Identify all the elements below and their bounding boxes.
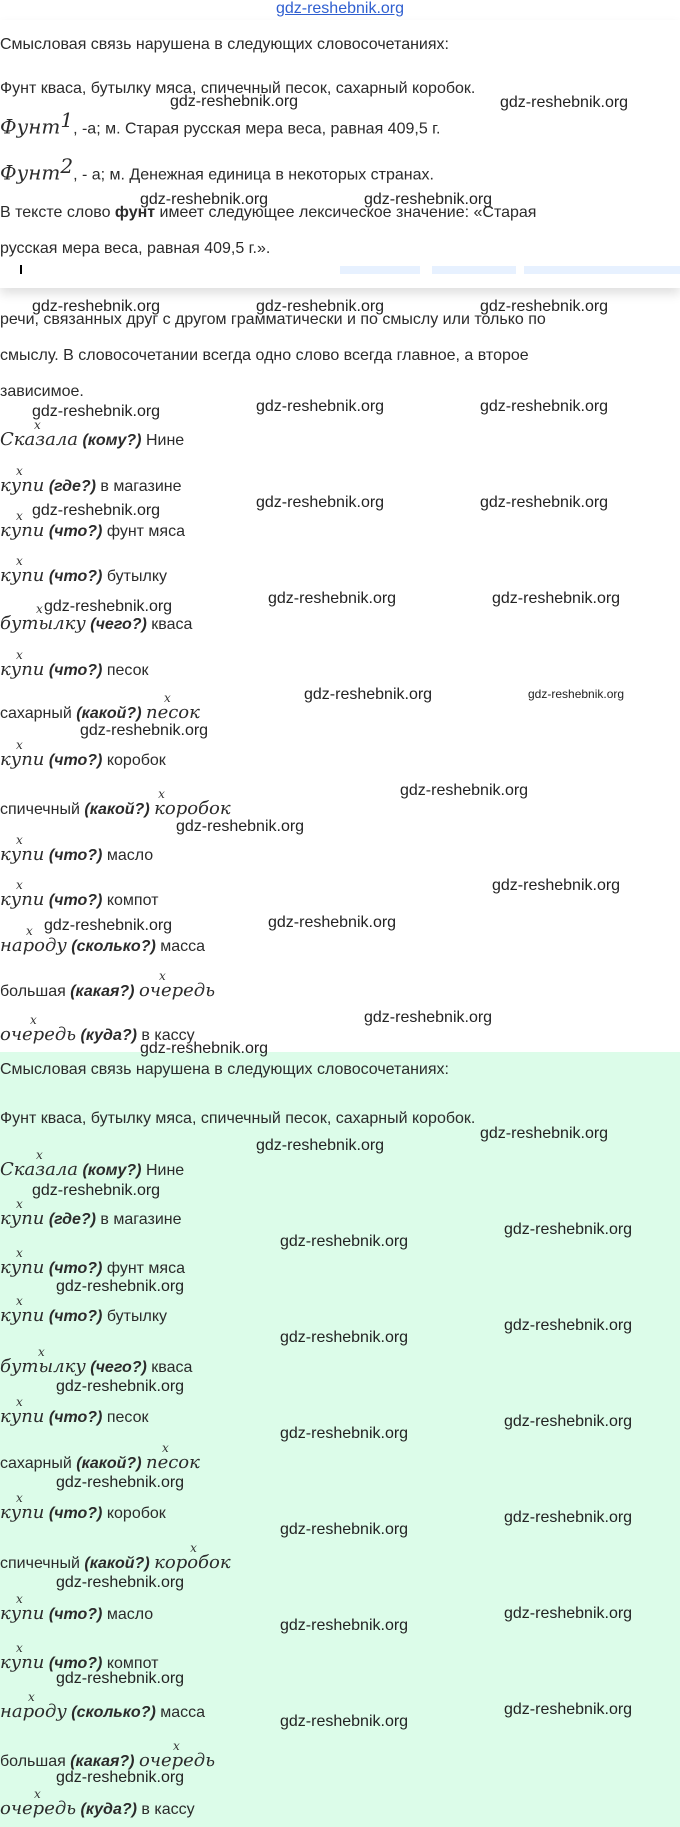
main-word-text: купи — [0, 659, 45, 680]
dependent-word: Нине — [141, 432, 185, 449]
watermark: gdz-reshebnik.org — [176, 818, 305, 835]
phrase-row — [0, 1441, 200, 1474]
phrase-row — [0, 1690, 206, 1723]
question: (что?) — [44, 1409, 103, 1426]
question: (что?) — [44, 662, 103, 679]
question: (где?) — [44, 478, 96, 495]
main-word-text: купи — [0, 1257, 45, 1278]
watermark: gdz-reshebnik.org — [56, 1378, 185, 1395]
question: (что?) — [44, 892, 103, 909]
main-word — [0, 1246, 45, 1278]
watermark: gdz-reshebnik.org — [280, 1617, 409, 1634]
dependent-word: кваса — [146, 616, 193, 633]
broken-phrases-line: Фунт кваса, бутылку мяса, спичечный песок, сахарный коробок. — [0, 80, 476, 97]
main-word-text: купи — [0, 1652, 45, 1673]
main-word — [138, 969, 216, 1001]
watermark: gdz-reshebnik.org — [56, 1769, 185, 1786]
dependent-word: спичечный — [0, 1555, 80, 1572]
main-word-text: очередь — [0, 1024, 77, 1045]
question: (сколько?) — [66, 938, 156, 955]
ghost-tab — [524, 266, 680, 274]
phrase-row — [0, 1246, 185, 1279]
x-mark: x — [34, 418, 41, 432]
watermark: gdz-reshebnik.org — [268, 914, 397, 931]
watermark: gdz-reshebnik.org — [56, 1474, 185, 1491]
dependent-word: в магазине — [95, 1211, 182, 1228]
main-word-text: купи — [0, 565, 45, 586]
dependent-word: коробок — [102, 752, 166, 769]
definition-text: , - а; м. Денежная единица в некоторых странах. — [73, 166, 434, 184]
main-word — [0, 418, 78, 450]
x-mark: x — [16, 1197, 23, 1211]
watermark: gdz-reshebnik.org — [44, 598, 173, 615]
phrase-row — [0, 787, 231, 820]
dependent-word: в кассу — [136, 1027, 195, 1044]
main-word — [0, 648, 45, 680]
x-mark: x — [158, 969, 166, 983]
dependent-word: масло — [102, 847, 154, 864]
watermark: gdz-reshebnik.org — [504, 1509, 633, 1526]
main-word — [0, 602, 86, 634]
main-word-text: бутылку — [0, 1356, 86, 1377]
dependent-word: спичечный — [0, 801, 80, 818]
main-word-text: песок — [145, 1452, 200, 1473]
main-word — [0, 509, 45, 541]
main-word-text: купи — [0, 1603, 45, 1624]
dependent-word: песок — [102, 662, 149, 679]
phrase-row — [0, 738, 166, 771]
paragraph-line: смыслу. В словосочетании всегда одно слово всегда главное, а второе — [0, 347, 529, 364]
watermark: gdz-reshebnik.org — [268, 590, 397, 607]
phrase-row — [0, 1294, 167, 1327]
question: (что?) — [44, 1655, 103, 1672]
dependent-word: масло — [102, 1606, 154, 1623]
paragraph-line: зависимое. — [0, 383, 84, 400]
x-mark: x — [30, 1013, 37, 1027]
x-mark: x — [16, 1395, 23, 1409]
watermark: gdz-reshebnik.org — [504, 1413, 633, 1430]
watermark: gdz-reshebnik.org — [256, 1137, 385, 1154]
watermark: gdz-reshebnik.org — [504, 1605, 633, 1622]
watermark: gdz-reshebnik.org — [480, 494, 609, 511]
question: (что?) — [44, 1308, 103, 1325]
x-mark: x — [34, 1787, 41, 1801]
dependent-word: фунт мяса — [102, 523, 185, 540]
broken-phrases-line: Фунт кваса, бутылку мяса, спичечный песок, сахарный коробок. — [0, 1110, 476, 1127]
watermark: gdz-reshebnik.org — [480, 398, 609, 415]
definition-sup: 2 — [60, 154, 74, 178]
main-word-text: очередь — [0, 1798, 77, 1819]
main-word-text: очередь — [138, 980, 216, 1001]
x-mark: x — [16, 738, 23, 752]
dependent-word: фунт мяса — [102, 1260, 185, 1277]
main-word-text: Сказала — [0, 429, 78, 450]
main-word — [0, 878, 45, 910]
dependent-word: масса — [155, 938, 206, 955]
watermark: gdz-reshebnik.org — [280, 1521, 409, 1538]
question: (где?) — [44, 1211, 96, 1228]
dependent-word: компот — [102, 1655, 159, 1672]
main-word-text: бутылку — [0, 613, 86, 634]
main-word — [0, 738, 45, 770]
phrase-row — [0, 1491, 166, 1524]
definition-2 — [0, 156, 434, 185]
question: (что?) — [44, 847, 103, 864]
watermark: gdz-reshebnik.org — [56, 1670, 185, 1687]
question: (что?) — [44, 752, 103, 769]
definition-sup: 1 — [60, 108, 74, 132]
main-word — [154, 1541, 231, 1573]
x-mark: x — [16, 833, 23, 847]
main-word — [0, 1592, 45, 1624]
intro-line: Смысловая связь нарушена в следующих словосочетаниях: — [0, 36, 449, 53]
dependent-word: кваса — [146, 1359, 193, 1376]
watermark: gdz-reshebnik.org — [364, 191, 493, 208]
dependent-word: компот — [102, 892, 159, 909]
main-word-text: купи — [0, 1208, 45, 1229]
main-word-text: купи — [0, 844, 45, 865]
main-word — [0, 1787, 77, 1819]
main-word — [0, 1148, 78, 1180]
watermark: gdz-reshebnik.org — [256, 298, 385, 315]
question: (какой?) — [71, 1455, 146, 1472]
phrase-row — [0, 464, 182, 497]
phrase-row — [0, 1395, 149, 1428]
main-word — [0, 1197, 45, 1229]
watermark: gdz-reshebnik.org — [32, 298, 161, 315]
lexical-a: В тексте слово — [0, 204, 115, 221]
phrase-row — [0, 691, 200, 724]
x-mark: x — [38, 1345, 45, 1359]
dependent-word: сахарный — [0, 705, 72, 722]
watermark: gdz-reshebnik.org — [44, 917, 173, 934]
main-word-text: купи — [0, 520, 45, 541]
watermark: gdz-reshebnik.org — [504, 1701, 633, 1718]
question: (чего?) — [85, 1359, 147, 1376]
main-word-text: купи — [0, 1305, 45, 1326]
phrase-row — [0, 878, 159, 911]
watermark: gdz-reshebnik.org — [400, 782, 529, 799]
lexical-c: имеет следующее лексическое значение: «Старая — [155, 204, 537, 221]
phrase-row — [0, 1345, 193, 1378]
main-word — [0, 1395, 45, 1427]
phrase-row — [0, 554, 167, 587]
main-word — [0, 833, 45, 865]
phrase-row — [0, 1592, 154, 1625]
main-word — [154, 787, 231, 819]
dependent-word: большая — [0, 1753, 66, 1770]
x-mark: x — [16, 1294, 23, 1308]
watermark: gdz-reshebnik.org — [504, 1317, 633, 1334]
main-word — [138, 1739, 216, 1771]
x-mark: x — [16, 464, 23, 478]
dependent-word: песок — [102, 1409, 149, 1426]
dependent-word: масса — [155, 1704, 206, 1721]
main-word — [0, 1294, 45, 1326]
lexical-word: фунт — [114, 204, 156, 221]
main-word-text: народу — [0, 935, 67, 956]
site-link[interactable]: gdz-reshebnik.org — [275, 0, 405, 17]
watermark: gdz-reshebnik.org — [256, 398, 385, 415]
question: (какой?) — [79, 1555, 155, 1572]
question: (кому?) — [78, 432, 142, 449]
definition-word: Фунт — [0, 160, 61, 185]
phrase-row — [0, 418, 185, 451]
question: (сколько?) — [66, 1704, 156, 1721]
x-mark: x — [172, 1739, 180, 1753]
dependent-word: бутылку — [102, 1308, 167, 1325]
question: (какая?) — [65, 983, 139, 1000]
main-word-text: Сказала — [0, 1159, 78, 1180]
x-mark: x — [16, 554, 23, 568]
question: (куда?) — [76, 1801, 137, 1818]
x-mark: x — [16, 1592, 23, 1606]
watermark: gdz-reshebnik.org — [504, 1221, 633, 1238]
watermark: gdz-reshebnik.org — [364, 1009, 493, 1026]
main-word-text: коробок — [154, 1552, 231, 1573]
paragraph-line: речи, связанных друг с другом грамматически и по смыслу или только по — [0, 311, 546, 328]
text-cursor — [20, 265, 22, 274]
main-word — [0, 924, 67, 956]
watermark: gdz-reshebnik.org — [492, 590, 621, 607]
x-mark: x — [163, 691, 171, 705]
x-mark: x — [161, 1441, 169, 1455]
main-word — [0, 1690, 67, 1722]
x-mark: x — [36, 602, 43, 616]
question: (что?) — [44, 1606, 103, 1623]
x-mark: x — [16, 1246, 23, 1260]
phrase-row — [0, 1197, 182, 1230]
main-word-text: песок — [145, 702, 200, 723]
watermark: gdz-reshebnik.org — [32, 502, 161, 519]
dependent-word: Нине — [141, 1162, 185, 1179]
main-word — [145, 1441, 200, 1473]
question: (что?) — [44, 568, 103, 585]
x-mark: x — [158, 787, 165, 801]
watermark: gdz-reshebnik.org — [140, 1040, 269, 1057]
x-mark: x — [16, 1491, 23, 1505]
ghost-tab — [340, 266, 420, 274]
dependent-word: в магазине — [95, 478, 182, 495]
phrase-row — [0, 648, 149, 681]
watermark: gdz-reshebnik.org — [56, 1278, 185, 1295]
x-mark: x — [16, 878, 23, 892]
main-word-text: купи — [0, 1406, 45, 1427]
question: (кому?) — [78, 1162, 142, 1179]
question: (какая?) — [65, 1753, 139, 1770]
watermark: gdz-reshebnik.org — [80, 722, 209, 739]
main-word — [0, 464, 45, 496]
main-word-text: очередь — [138, 1750, 216, 1771]
question: (куда?) — [76, 1027, 137, 1044]
question: (что?) — [44, 1505, 103, 1522]
main-word-text: народу — [0, 1701, 67, 1722]
watermark: gdz-reshebnik.org — [280, 1425, 409, 1442]
watermark: gdz-reshebnik.org — [170, 93, 299, 110]
x-mark: x — [16, 509, 23, 523]
lexical-meaning-cont: русская мера веса, равная 409,5 г.». — [0, 240, 271, 257]
watermark: gdz-reshebnik.org — [56, 1574, 185, 1591]
x-mark: x — [28, 1690, 35, 1704]
dependent-word: бутылку — [102, 568, 167, 585]
question: (чего?) — [85, 616, 147, 633]
watermark: gdz-reshebnik.org — [280, 1233, 409, 1250]
dependent-word: в кассу — [136, 1801, 195, 1818]
question: (какой?) — [71, 705, 146, 722]
x-mark: x — [16, 648, 23, 662]
main-word-text: купи — [0, 749, 45, 770]
definition-word: Фунт — [0, 114, 61, 139]
x-mark: x — [16, 1641, 23, 1655]
main-word — [0, 1345, 86, 1377]
phrase-row — [0, 833, 154, 866]
intro-line: Смысловая связь нарушена в следующих словосочетаниях: — [0, 1061, 449, 1078]
question: (что?) — [44, 523, 103, 540]
dependent-word: большая — [0, 983, 66, 1000]
main-word — [0, 1641, 45, 1673]
phrase-row — [0, 1787, 195, 1820]
main-word-text: купи — [0, 889, 45, 910]
watermark: gdz-reshebnik.org — [140, 191, 269, 208]
watermark: gdz-reshebnik.org — [256, 494, 385, 511]
dependent-word: коробок — [102, 1505, 166, 1522]
definition-1 — [0, 110, 440, 139]
x-mark: x — [26, 924, 33, 938]
main-word-text: коробок — [154, 798, 231, 819]
watermark: gdz-reshebnik.org — [500, 94, 629, 111]
definition-text: , -а; м. Старая русская мера веса, равная 409,5 г. — [73, 120, 441, 138]
main-word — [145, 691, 200, 723]
x-mark: x — [190, 1541, 197, 1555]
phrase-row — [0, 969, 216, 1002]
watermark: gdz-reshebnik.org — [280, 1713, 409, 1730]
watermark: gdz-reshebnik.org — [480, 298, 609, 315]
dependent-word: сахарный — [0, 1455, 72, 1472]
phrase-row — [0, 1541, 231, 1574]
watermark: gdz-reshebnik.org — [492, 877, 621, 894]
watermark: gdz-reshebnik.org — [304, 686, 433, 703]
watermark: gdz-reshebnik.org — [280, 1329, 409, 1346]
watermark: gdz-reshebnik.org — [32, 1182, 161, 1199]
question: (какой?) — [79, 801, 155, 818]
phrase-row — [0, 1148, 185, 1181]
watermark: gdz-reshebnik.org — [32, 403, 161, 420]
main-word — [0, 1491, 45, 1523]
main-word — [0, 554, 45, 586]
question: (что?) — [44, 1260, 103, 1277]
watermark: gdz-reshebnik.org — [480, 1125, 609, 1142]
ghost-tab — [432, 266, 516, 274]
main-word-text: купи — [0, 475, 45, 496]
x-mark: x — [36, 1148, 43, 1162]
main-word — [0, 1013, 77, 1045]
main-word-text: купи — [0, 1502, 45, 1523]
watermark: gdz-reshebnik.org — [528, 687, 625, 701]
